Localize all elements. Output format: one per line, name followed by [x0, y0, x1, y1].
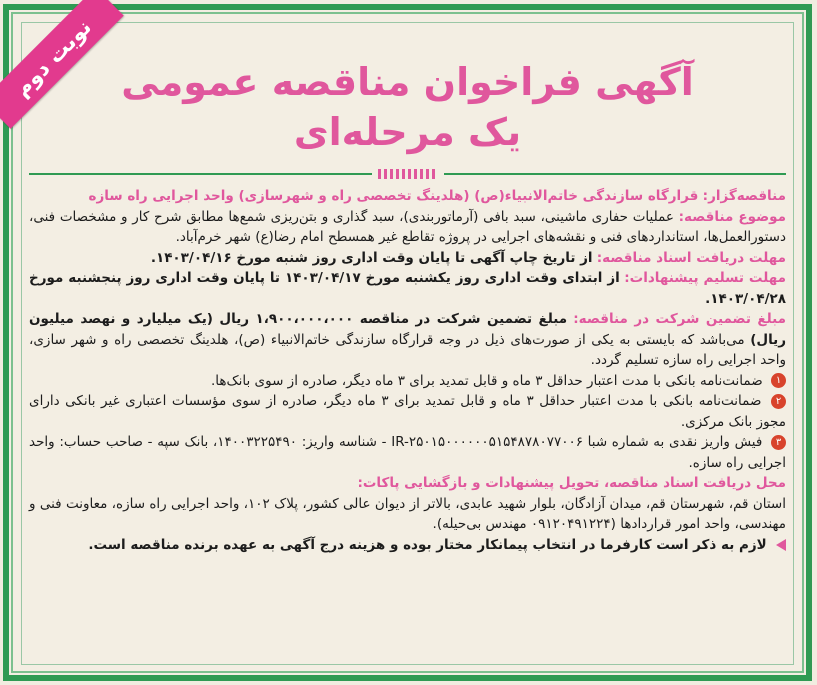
guarantee-amount: مبلغ تضمین شرکت در مناقصه ۱،۹۰۰،۰۰۰،۰۰۰ ریال (یک میلیارد و نهصد میلیون ریال) [30, 311, 787, 348]
subject-text: عملیات حفاری ماشینی، سبد بافی (آرماتوربندی)، سبد گذاری و بتن‌ریزی شمع‌ها مطابق شرح کار و مشخصات فنی، دستورالعمل‌ها، استانداردهای فنی و نقشه‌های اجرایی در پروژه تقاطع غیر همسطح امام رضا(ع) شهر خرم‌آباد. [30, 208, 787, 245]
guarantee-item-1 [30, 371, 787, 392]
docs-deadline-paragraph [30, 248, 787, 269]
offers-deadline-paragraph [30, 268, 787, 309]
note-text: لازم به ذکر است کارفرما در انتخاب پیمانکار مختار بوده و هزینه درج آگهی به عهده برنده مناقصه است. [89, 536, 768, 553]
docs-deadline-label: مهلت دریافت اسناد مناقصه: [597, 249, 787, 266]
subject-paragraph [30, 207, 787, 248]
title-line-2: یک مرحله‌ای [294, 110, 523, 154]
guarantee-item-2-text: ضمانت‌نامه بانکی با مدت اعتبار حداقل ۳ ماه و قابل تمدید برای ۳ ماه دیگر، صادره از سوی مؤسسات اعتباری غیر بانکی دارای مجوز بانک مرکزی. [30, 393, 787, 430]
subject-label: موضوع مناقصه: [679, 208, 787, 225]
guarantee-item-1-text: ضمانت‌نامه بانکی با مدت اعتبار حداقل ۳ ماه و قابل تمدید برای ۳ ماه دیگر، صادره از سوی بانک‌ها. [212, 372, 764, 389]
divider-line [445, 173, 788, 175]
number-badge-icon: ۱ [772, 373, 787, 388]
employer-paragraph [30, 186, 787, 207]
guarantee-item-2 [30, 391, 787, 432]
corner-ribbon: نوبت دوم [0, 0, 125, 129]
offers-deadline-label: مهلت تسلیم پیشنهادات: [625, 270, 787, 286]
docs-deadline-text: از تاریخ چاپ آگهی تا پایان وقت اداری روز شنبه مورخ ۱۴۰۳/۰۴/۱۶. [151, 249, 594, 266]
title-line-1: آگهی فراخوان مناقصه عمومی [122, 60, 695, 104]
number-badge-icon: ۲ [772, 394, 787, 409]
employer-text: قرارگاه سازندگی خاتم‌الانبیاء(ص) (هلدینگ تخصصی راه و شهرسازی) واحد اجرایی راه سازه [89, 188, 700, 204]
arrow-icon [777, 539, 787, 551]
employer-label: مناقصه‌گزار: [703, 188, 787, 204]
number-badge-icon: ۳ [772, 435, 787, 450]
guarantee-paragraph [30, 309, 787, 371]
address-label-paragraph [30, 473, 787, 494]
address-paragraph [30, 494, 787, 535]
guarantee-text: می‌باشد که بایستی به یکی از صورت‌های ذیل در وجه قرارگاه سازندگی خاتم‌الانبیاء (ص)، هلدینگ تخصصی راه و شهر سازی، واحد اجرایی راه سازه تسلیم گردد. [30, 331, 787, 368]
offers-deadline-text: از ابتدای وقت اداری روز یکشنبه مورخ ۱۴۰۳/۰۴/۱۷ تا پایان وقت اداری روز پنجشنبه مورخ ۱۴۰۳/۰۴/۲۸. [30, 270, 787, 307]
note-paragraph [30, 535, 787, 556]
divider-line [30, 173, 373, 175]
guarantee-item-3-text: فیش واریز نقدی به شماره شبا IR-۲۵۰۱۵۰۰۰۰۰۰۵۱۵۴۸۷۸۰۷۷۰۰۶ - شناسه واریز: ۱۴۰۰۳۲۲۵۴۹۰، بانک سپه - صاحب حساب: واحد اجرایی راه سازه. [30, 434, 787, 471]
divider-motif-icon [379, 169, 439, 179]
address-text: استان قم، شهرستان قم، میدان آزادگان، بلوار شهید عابدی، بالاتر از دیوان عالی کشور، پلاک ۱۰۲، واحد اجرایی راه سازه، معاونت فنی و مهندسی، واحد امور قراردادها (۰۹۱۲۰۴۹۱۲۲۴ مهندس بی‌حیله). [30, 495, 787, 532]
announcement-body [30, 186, 787, 661]
advertisement-frame [4, 4, 813, 681]
address-label: محل دریافت اسناد مناقصه، تحویل پیشنهادات و بازگشایی پاکات: [358, 475, 787, 491]
guarantee-label: مبلغ تضمین شرکت در مناقصه: [574, 311, 787, 327]
guarantee-item-3 [30, 432, 787, 473]
ornamental-divider [30, 170, 787, 178]
